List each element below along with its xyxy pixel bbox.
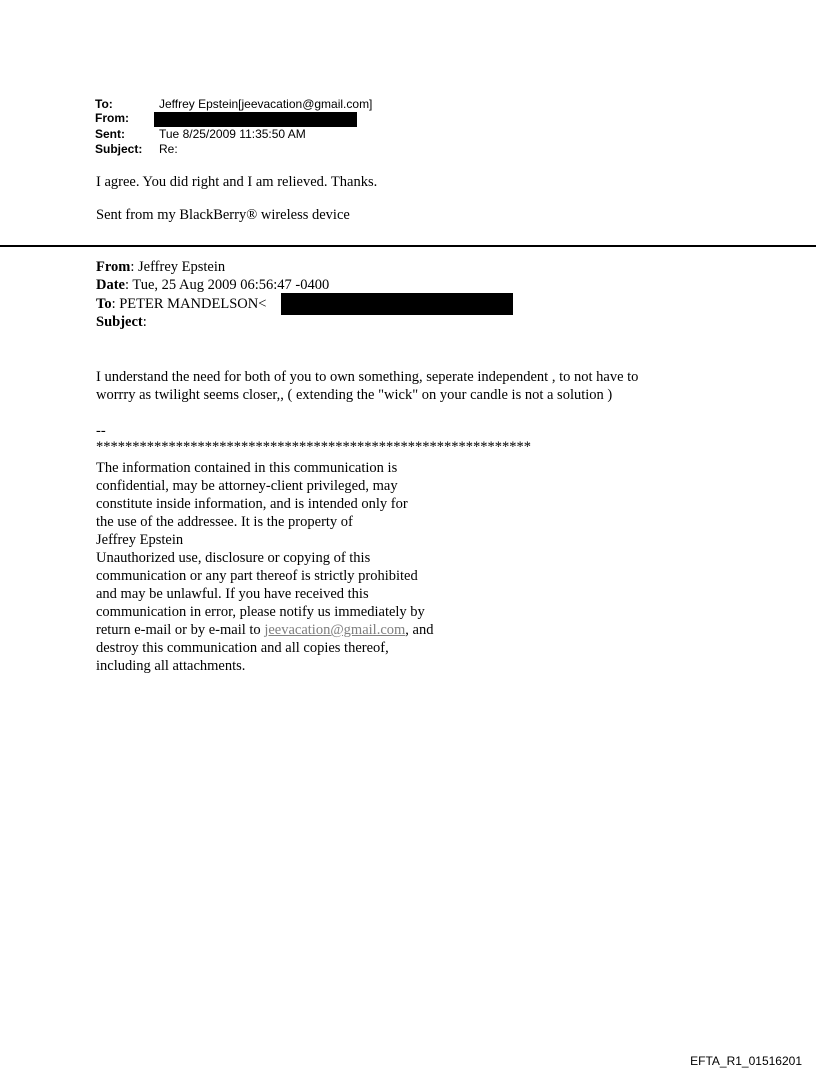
redaction-box (281, 293, 513, 315)
original-to-row (96, 296, 266, 313)
original-body-line: worrry as twilight seems closer,, ( extending the "wick" on your candle is not a solution ) (96, 387, 613, 403)
disclaimer-stars: ************************************************************ (96, 439, 531, 455)
original-to-value: : PETER MANDELSON< (111, 296, 267, 312)
original-subject-row (96, 314, 147, 331)
disclaimer-line: Unauthorized use, disclosure or copying of this (96, 550, 371, 566)
original-subject-value: : (142, 314, 147, 330)
disclaimer-email-suffix: , and (405, 622, 434, 638)
original-date-value: : Tue, 25 Aug 2009 06:56:47 -0400 (125, 277, 330, 293)
disclaimer-line: destroy this communication and all copies thereof, (96, 640, 389, 656)
disclaimer-dashes: -- (96, 423, 106, 439)
original-date-label: Date (96, 277, 125, 293)
original-from-row (96, 259, 225, 276)
original-from-value: : Jeffrey Epstein (130, 259, 226, 275)
original-from-label: From (96, 259, 131, 275)
disclaimer-line: confidential, may be attorney-client privileged, may (96, 478, 398, 494)
disclaimer-line: Jeffrey Epstein (96, 532, 184, 548)
message-divider (0, 245, 816, 247)
disclaimer-line: communication or any part thereof is strictly prohibited (96, 568, 418, 584)
disclaimer-email-line (96, 621, 531, 639)
disclaimer-line: The information contained in this communication is (96, 460, 398, 476)
to-label: To: (95, 97, 113, 111)
disclaimer-line: and may be unlawful. If you have received this (96, 586, 369, 602)
disclaimer-line: the use of the addressee. It is the property of (96, 514, 353, 530)
disclaimer-block (96, 422, 531, 675)
reply-signature: Sent from my BlackBerry® wireless device (96, 207, 350, 223)
original-date-row (96, 277, 329, 294)
original-body (96, 368, 638, 404)
email-link[interactable]: jeevacation@gmail.com (264, 622, 406, 638)
document-id: EFTA_R1_01516201 (690, 1054, 802, 1068)
original-subject-label: Subject (96, 314, 143, 330)
disclaimer-email-prefix: return e-mail or by e-mail to (96, 622, 265, 638)
sent-value: Tue 8/25/2009 11:35:50 AM (159, 127, 306, 141)
original-to-label: To (96, 296, 112, 312)
redaction-box (154, 112, 357, 127)
from-label: From: (95, 111, 129, 125)
disclaimer-line: communication in error, please notify us immediately by (96, 604, 425, 620)
to-value: Jeffrey Epstein[jeevacation@gmail.com] (159, 97, 373, 111)
reply-body-line: I agree. You did right and I am relieved. Thanks. (96, 174, 378, 190)
disclaimer-line: constitute inside information, and is intended only for (96, 496, 408, 512)
subject-label: Subject: (95, 142, 143, 156)
sent-label: Sent: (95, 127, 125, 141)
subject-value: Re: (159, 142, 178, 156)
disclaimer-line: including all attachments. (96, 658, 246, 674)
original-body-line: I understand the need for both of you to own something, seperate independent , to not have to (96, 369, 639, 385)
